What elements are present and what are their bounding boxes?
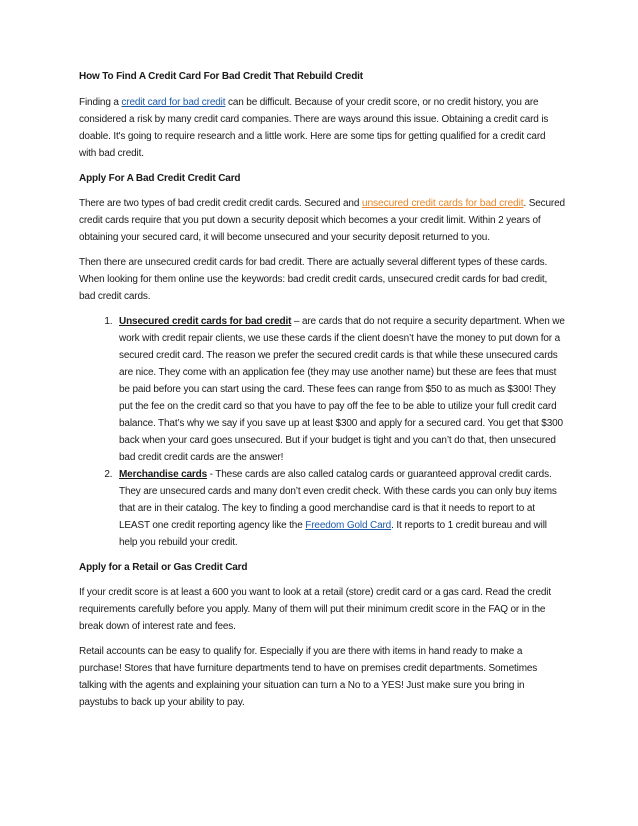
list-item	[115, 466, 565, 551]
section-heading-bad-credit: Apply For A Bad Credit Credit Card	[79, 173, 241, 184]
document-page	[79, 68, 565, 719]
list-item-text-post: . It reports to 1 credit bureau and will help you rebuild your credit.	[119, 520, 547, 548]
intro-text-post: can be difficult. Because of your credit score, or no credit history, you are considered a risk by many credit card companies. There are ways around this issue. Obtaining a credit card is doable. It's going to require research and a little work. Here are some tips for getting qualified for a credit card with bad credit.	[79, 97, 549, 159]
freedom-gold-card-link[interactable]: Freedom Gold Card	[305, 520, 392, 531]
section-heading-retail-gas: Apply for a Retail or Gas Credit Card	[79, 562, 248, 573]
list-item-text: – are cards that do not require a security department. When we work with credit repair clients, we use these cards if the client doesn’t have the money to put down for a secured credit card. The reason we prefer the secured credit cards is that while these unsecured cards are nice. They come with an application fee (they may use another name) but these are fees that must be paid before you can start using the card. These fees can range from $50 to as much as $300! They put the fee on the credit card so that you have to pay off the fee to be able to utilize your full credit card balance. That’s why we say if you save up at least $300 and apply for a secured card. You get that $300 back when your card goes unsecured. But if your budget is tight and you can’t do that, then unsecured bad credit credit cards are the answer!	[119, 316, 565, 463]
list-item-term: Unsecured credit cards for bad credit	[119, 316, 292, 327]
list-item-text-pre: - These cards are also called catalog cards or guaranteed approval credit cards. They are unsecured cards and many don’t even credit check. With these cards you can only buy items that are in their catalog. The key to finding a good merchandise card is that it needs to report to at LEAST one credit reporting agency like the	[119, 469, 557, 531]
list-item	[115, 313, 565, 466]
card-types-list	[79, 313, 565, 551]
credit-card-bad-credit-link[interactable]: credit card for bad credit	[121, 97, 226, 108]
unsecured-credit-cards-link[interactable]: unsecured credit cards for bad credit	[361, 198, 524, 209]
intro-text-pre: Finding a	[79, 97, 122, 108]
paragraph-text-post: . Secured credit cards require that you put down a security deposit which becomes a your credit limit. Within 2 years of obtaining your secured card, it will become unsecured and your security deposit returned to you.	[79, 198, 565, 243]
intro-paragraph	[79, 94, 565, 162]
paragraph-text-pre: There are two types of bad credit credit credit cards. Secured and	[79, 198, 362, 209]
unsecured-cards-paragraph: Then there are unsecured credit cards for bad credit. There are actually several different types of these cards. When looking for them online use the keywords: bad credit credit cards, unsecured credit cards for bad credit, bad credit cards.	[79, 257, 548, 302]
secured-unsecured-paragraph	[79, 195, 565, 246]
retail-accounts-paragraph: Retail accounts can be easy to qualify for. Especially if you are there with items in hand ready to make a purchase! Stores that have furniture departments tend to have on premises credit departments. Sometimes talking with the agents and explaining your situation can turn a No to a YES! Just make sure you bring in paystubs to back up your ability to pay.	[79, 646, 538, 708]
document-title: How To Find A Credit Card For Bad Credit That Rebuild Credit	[79, 71, 363, 82]
list-item-term: Merchandise cards	[119, 469, 208, 480]
retail-gas-paragraph: If your credit score is at least a 600 you want to look at a retail (store) credit card or a gas card. Read the credit requirements carefully before you apply. Many of them will put their minimum credit score in the FAQ or in the break down of interest rate and fees.	[79, 587, 551, 632]
